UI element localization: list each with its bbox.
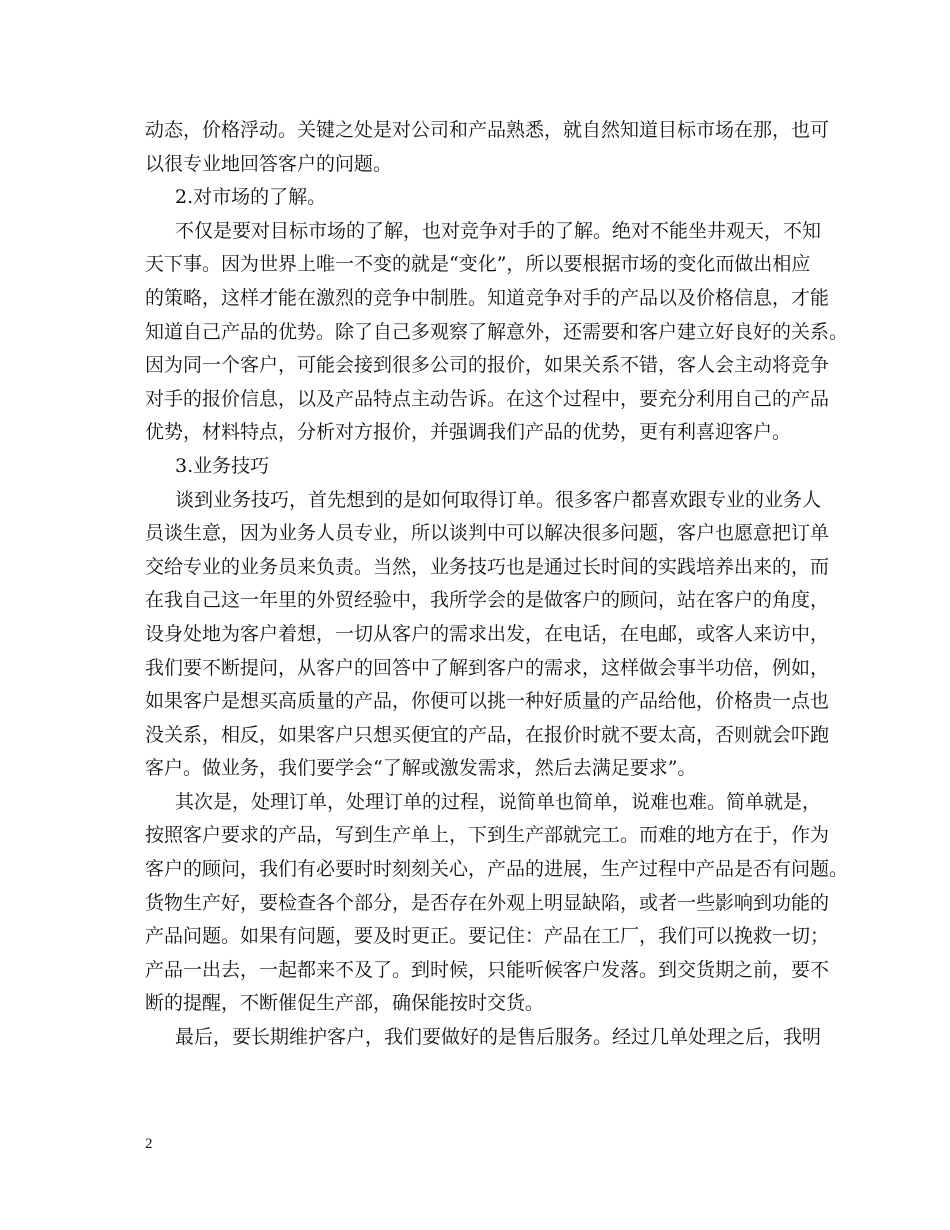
text-line: 因为同一个客户，可能会接到很多公司的报价，如果关系不错，客人会主动将竞争	[145, 354, 830, 377]
body-text	[145, 114, 849, 1055]
section-heading-market: 2.对市场的了解。	[175, 186, 327, 209]
text-line: 产品问题。如果有问题，要及时更正。要记住：产品在工厂，我们可以挽救一切；	[145, 925, 830, 948]
text-line: 按照客户要求的产品，写到生产单上，下到生产部就完工。而难的地方在于，作为	[145, 824, 830, 847]
text-line: 断的提醒，不断催促生产部，确保能按时交货。	[145, 992, 545, 1015]
page-number: 2	[145, 1136, 153, 1152]
text-line: 谈到业务技巧，首先想到的是如何取得订单。很多客户都喜欢跟专业的业务人	[175, 488, 822, 511]
section-heading-skills: 3.业务技巧	[175, 454, 270, 477]
text-line: 产品一出去，一起都来不及了。到时候，只能听候客户发落。到交货期之前，要不	[145, 958, 830, 981]
text-line: 优势，材料特点，分析对方报价，并强调我们产品的优势，更有利喜迎客户。	[145, 421, 792, 444]
text-line: 客户。做业务，我们要学会“了解或激发需求，然后去满足要求”。	[145, 757, 697, 780]
text-line: 没关系，相反，如果客户只想买便宜的产品，在报价时就不要太高，否则就会吓跑	[145, 723, 830, 746]
text-line: 设身处地为客户着想，一切从客户的需求出发，在电话，在电邮，或客人来访中，	[145, 622, 830, 645]
text-line: 如果客户是想买高质量的产品，你便可以挑一种好质量的产品给他，价格贵一点也	[145, 690, 830, 713]
text-line: 我们要不断提问，从客户的回答中了解到客户的需求，这样做会事半功倍，例如，	[145, 656, 830, 679]
text-line: 对手的报价信息，以及产品特点主动告诉。在这个过程中，要充分利用自己的产品	[145, 387, 830, 410]
text-line: 的策略，这样才能在激烈的竞争中制胜。知道竞争对手的产品以及价格信息，才能	[145, 286, 830, 309]
text-line: 其次是，处理订单，处理订单的过程，说简单也简单，说难也难。简单就是，	[175, 790, 822, 813]
text-line: 最后，要长期维护客户，我们要做好的是售后服务。经过几单处理之后，我明	[175, 1026, 822, 1049]
text-line: 客户的顾问，我们有必要时时刻刻关心，产品的进展，生产过程中产品是否有问题。	[145, 858, 849, 881]
text-line: 在我自己这一年里的外贸经验中，我所学会的是做客户的顾问，站在客户的角度，	[145, 589, 830, 612]
text-line: 员谈生意，因为业务人员专业，所以谈判中可以解决很多问题，客户也愿意把订单	[145, 522, 830, 545]
text-line: 动态，价格浮动。关键之处是对公司和产品熟悉，就自然知道目标市场在那，也可	[145, 119, 830, 141]
text-line: 天下事。因为世界上唯一不变的就是“变化”，所以要根据市场的变化而做出相应	[145, 253, 811, 276]
text-line: 货物生产好，要检查各个部分，是否存在外观上明显缺陷，或者一些影响到功能的	[145, 891, 830, 914]
text-line: 交给专业的业务员来负责。当然，业务技巧也是通过长时间的实践培养出来的，而	[145, 555, 830, 578]
text-line: 知道自己产品的优势。除了自己多观察了解意外，还需要和客户建立好良好的关系。	[145, 320, 849, 343]
text-line: 以很专业地回答客户的问题。	[145, 152, 393, 175]
text-line: 不仅是要对目标市场的了解，也对竞争对手的了解。绝对不能坐井观天，不知	[175, 219, 822, 242]
